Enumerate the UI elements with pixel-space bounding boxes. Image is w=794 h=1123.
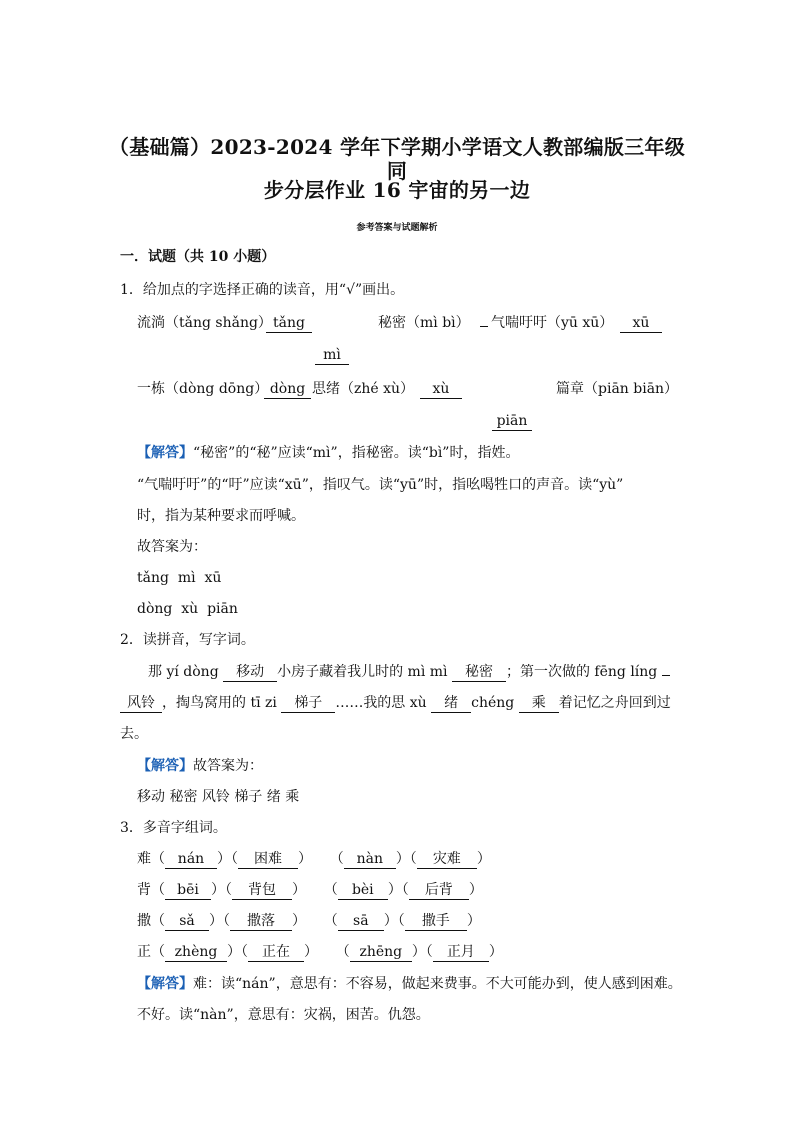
q1-answer-2: mì bbox=[315, 345, 349, 365]
q3-row: 背（ bēi ）（ 背包 ） （ bèi ）（ 后背 ） bbox=[137, 882, 483, 898]
q1-answer-5: xù bbox=[420, 379, 462, 399]
q1-answer-2-line bbox=[480, 313, 488, 333]
q2-answer-3: 风铃 bbox=[120, 695, 162, 713]
q2-answer-line: 移动 秘密 风铃 梯子 绪 乘 bbox=[137, 789, 300, 805]
q1-explanation-2a: “气喘吁吁”的“吁”应读“xū”，指叹气。读“yū”时，指吆喝牲口的声音。读“yù” bbox=[137, 477, 624, 493]
doc-title-line1: （基础篇）2023-2024 学年下学期小学语文人教部编版三年级同 bbox=[108, 135, 686, 183]
q1-word-1: 流淌（tǎng shǎng） bbox=[137, 315, 272, 331]
doc-subtitle: 参考答案与试题解析 bbox=[356, 223, 438, 233]
q2-line-1: 那 yí dòng 移动 小房子藏着我儿时的 mì mì 秘密 ；第一次做的 fēng líng bbox=[148, 662, 670, 682]
q3-explanation-2: 不好。读“nàn”，意思有：灾祸，困苦。仇怨。 bbox=[137, 1007, 430, 1023]
q1-title: 1．给加点的字选择正确的读音，用“√”画出。 bbox=[120, 282, 405, 298]
answer-tag: 【解答】 bbox=[137, 445, 193, 461]
q3-explanation-1: 【解答】难：读“nán”，意思有：不容易，做起来费事。不大可能办到，使人感到困难。 bbox=[137, 976, 682, 992]
q3-row: 正（ zhèng ）（ 正在 ） （ zhēng ）（ 正月 ） bbox=[137, 944, 503, 960]
q2-line-2: 风铃 ，掏鸟窝用的 tī zi 梯子 ……我的思 xù 绪 chéng 乘 着记忆之舟回到过 bbox=[120, 693, 671, 713]
q1-answer-label: 故答案为： bbox=[137, 539, 207, 555]
q2-answer-6: 乘 bbox=[519, 695, 559, 713]
q1-word-2: 秘密（mì bì） bbox=[378, 315, 470, 331]
q2-title: 2．读拼音，写字词。 bbox=[120, 632, 255, 648]
q2-line-3: 去。 bbox=[120, 726, 148, 742]
q1-answer-line-2: dòng xù piān bbox=[137, 601, 238, 617]
q1-answer-3: xū bbox=[620, 313, 662, 333]
q1-answer-6: piān bbox=[492, 411, 532, 431]
q2-answer-label: 【解答】故答案为： bbox=[137, 758, 263, 774]
q1-explanation-1: 【解答】“秘密”的“秘”应读“mì”，指秘密。读“bì”时，指姓。 bbox=[137, 445, 520, 461]
q1-word-5: 思绪（zhé xù） bbox=[312, 381, 415, 397]
section-heading: 一．试题（共 10 小题） bbox=[120, 249, 276, 265]
q1-explanation-2b: 时，指为某种要求而呼喊。 bbox=[137, 508, 305, 524]
q1-answer-line-1: tǎng mì xū bbox=[137, 570, 222, 586]
answer-tag: 【解答】 bbox=[137, 758, 193, 774]
q1-word-6: 篇章（piān biān） bbox=[556, 381, 679, 397]
q2-answer-1: 移动 bbox=[223, 664, 277, 682]
q1-answer-4: dòng bbox=[264, 379, 311, 399]
answer-tag: 【解答】 bbox=[137, 976, 193, 992]
q2-answer-2: 秘密 bbox=[452, 664, 506, 682]
q3-row: 难（ nán ）（ 困难 ） （ nàn ）（ 灾难 ） bbox=[137, 851, 491, 867]
q1-answer-1: tǎng bbox=[266, 313, 312, 333]
q3-row: 撒（ sǎ ）（ 撒落 ） （ sā ）（ 撒手 ） bbox=[137, 913, 481, 929]
q3-title: 3．多音字组词。 bbox=[120, 820, 227, 836]
doc-title-line2: 步分层作业 16 宇宙的另一边 bbox=[263, 178, 531, 202]
q2-answer-5: 绪 bbox=[431, 695, 471, 713]
q1-word-3: 气喘吁吁（yū xū） bbox=[491, 315, 614, 331]
q1-word-4: 一栋（dòng dōng） bbox=[137, 381, 269, 397]
q2-answer-4: 梯子 bbox=[281, 695, 335, 713]
